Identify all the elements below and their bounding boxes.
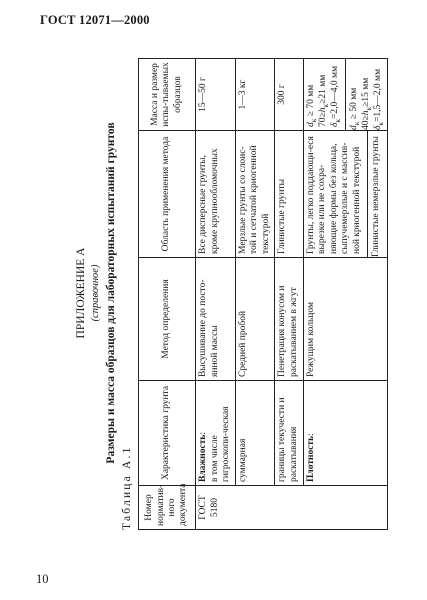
table-header-row [139,59,196,530]
mass-limits: 300 г [275,59,303,131]
mass-density-1 [306,62,342,127]
mass2-line2-rest: ≥15 мм [360,77,371,107]
method-total: Средней пробой [235,258,275,381]
rotated-page-body [73,53,413,533]
mass1-line3-symbol: δ [329,122,340,127]
table-row-limits [275,59,303,530]
characteristic-moisture [196,381,236,486]
table-label: Таблица А.1 [121,445,133,530]
mass-density-2 [345,59,385,130]
scope-density-1: Грунты, легко поддающи-еся вырезке или не сохра-няющие формы без кольца, сыпучемерзлые и с массив-ной криогенной текстурой [305,136,362,254]
mass2-line1-symbol: d [348,125,359,130]
scope-density [303,131,387,258]
scope-total: Мерзлые грунты со слоис-той и сетчатой криогенной текстурой [235,131,275,258]
table-title: Размеры и масса образцов для лабораторных испытаний грунтов [105,122,117,464]
characteristic-total: суммарная [235,381,275,486]
mass-density [303,59,387,131]
mass-total: 1—3 кг [235,59,275,131]
mass2-line3-symbol: δ [372,125,383,130]
doc-number-cell: ГОСТ 5180 [196,486,388,530]
header-scope: Область применения метода [139,131,196,258]
mass-moisture: 15—50 г [196,59,236,131]
mass1-line1-symbol: d [305,122,316,127]
mass1-line1-rest: ≥ 70 мм [305,84,316,119]
header-mass: Масса и размер испы-тываемых образцов [139,59,196,131]
mass1-line2-sub: к [320,103,330,108]
method-moisture: Высушивание до посто-янной массы [196,258,236,381]
mass2-line2-symbol: h [360,110,371,116]
table-row-density [303,59,387,530]
mass2-line1-rest: ≥ 50 мм [348,87,359,122]
mass2-line3-rest: =1,5—2,0 мм [372,68,383,122]
mass1-line3-rest: =2,0—4,0 мм [329,65,340,119]
appendix-note: (справочное) [90,264,101,322]
mass1-line2-pre: 70≥ [317,112,328,127]
characteristic-density [303,381,387,486]
table-row-moisture [196,59,236,530]
scope-limits: Глинистые грунты [275,131,303,258]
moisture-label: Влажность [198,434,208,482]
mass2-line1-sub: к [351,121,361,126]
header-doc-number: Номер норматив-ного документа [139,486,196,530]
scope-moisture: Все дисперсные грунты, кроме крупнообломочных [196,131,236,258]
mass1-line3-sub: к [332,118,342,123]
density-label: Плотность [305,435,316,482]
header-characteristic: Характеристика грунта [139,381,196,486]
page-number: 10 [36,572,49,586]
characteristic-limits: границы текучести и раскатывания [275,381,303,486]
moisture-detail: в том числе гигроскопи-ческая [209,406,232,482]
mass2-line2-sub: к [363,106,373,111]
density-label-suffix: : [305,433,316,436]
moisture-label-suffix: : [198,431,208,435]
mass2-line3-sub: к [375,121,385,126]
mass1-line2-symbol: h [317,107,328,113]
document-code: ГОСТ 12071—2000 [40,13,150,27]
header-method: Метод определения [139,258,196,381]
table-row-total [235,59,275,530]
data-table [138,58,388,530]
scope-density-2: Глинистые немерзлые грунты [367,131,383,257]
mass1-line2-rest: ≥21 мм [317,74,328,104]
method-density: Режущим кольцом [303,258,387,381]
mass2-line2-pre: 40≥ [360,115,371,130]
mass1-line1-sub: к [308,118,318,123]
appendix-title: ПРИЛОЖЕНИЕ А [75,247,87,339]
method-limits: Пенетрация конусом и раскатыванием в жгут [275,258,303,381]
